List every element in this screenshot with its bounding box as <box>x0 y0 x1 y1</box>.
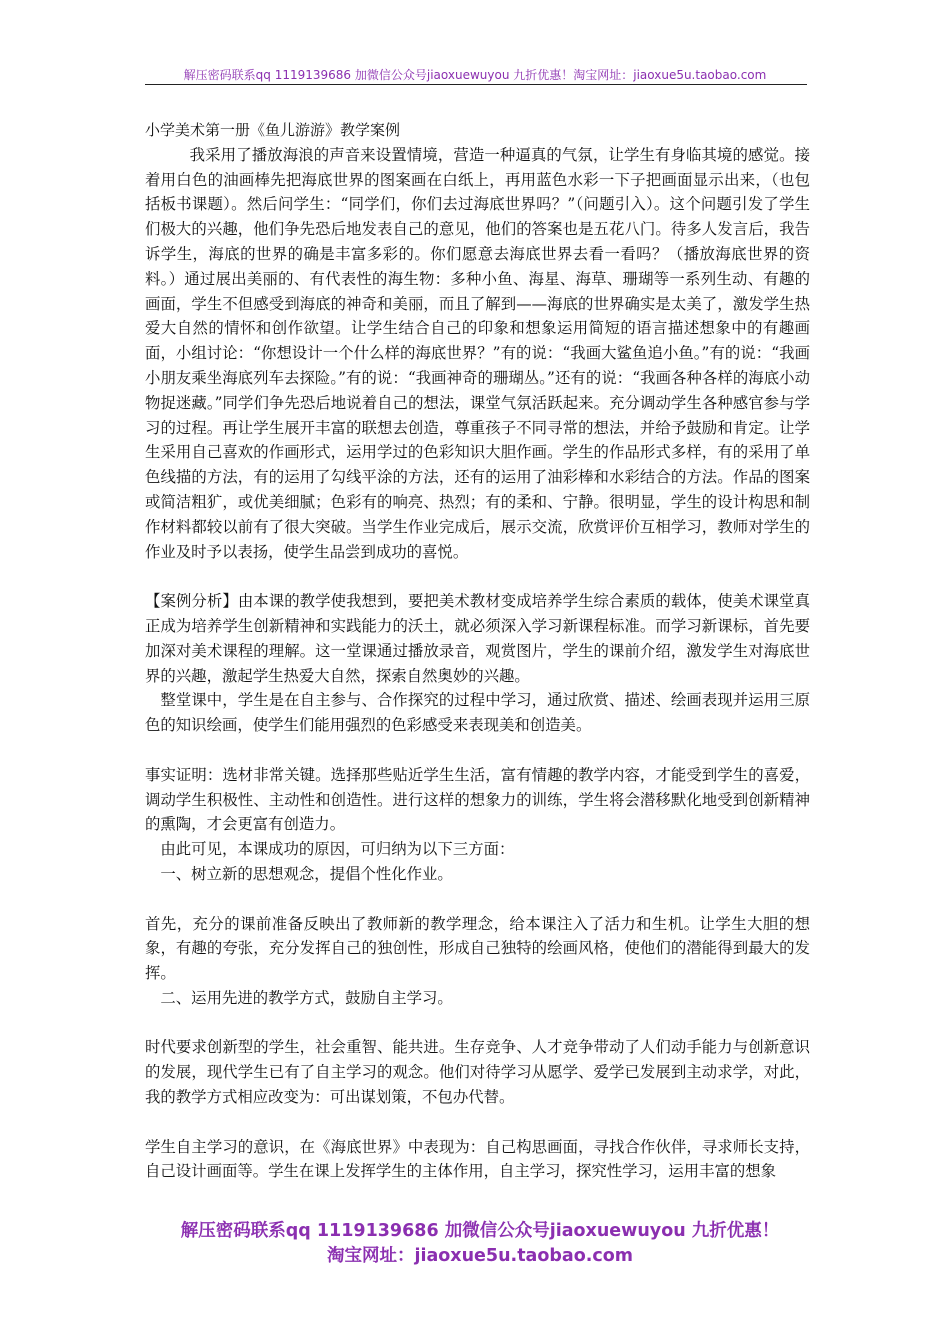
paragraph-lesson-narrative: 我采用了播放海浪的声音来设置情境，营造一种逼真的气氛，让学生有身临其境的感觉。接着用白色的油画棒先把海底世界的图案画在白纸上，再用蓝色水彩一下子把画面显示出来，（也包括板书课题）。然后问学生：“同学们，你们去过海底世界吗？”（问题引入）。这个问题引发了学生们极大的兴趣，他们争先恐后地发表自己的意见，他们的答案也是五花八门。待多人发言后，我告诉学生，海底的世界的确是丰富多彩的。你们愿意去海底世界去看一看吗？（播放海底世界的资料。）通过展出美丽的、有代表性的海生物：多种小鱼、海星、海草、珊瑚等一系列生动、有趣的画面，学生不但感受到海底的神奇和美丽，而且了解到——海底的世界确实是太美了，激发学生热爱大自然的情怀和创作欲望。让学生结合自己的印象和想象运用简短的语言描述想象中的有趣画面，小组讨论：“你想设计一个什么样的海底世界？”有的说：“我画大鲨鱼追小鱼。”有的说：“我画小朋友乘坐海底列车去探险。”有的说：“我画神奇的珊瑚丛。”还有的说：“我画各种各样的海底小动物捉迷藏。”同学们争先恐后地说着自己的想法，课堂气氛活跃起来。充分调动学生各种感官参与学习的过程。再让学生展开丰富的联想去创造，尊重孩子不同寻常的想法，并给予鼓励和肯定。让学生采用自己喜欢的作画形式，运用学过的色彩知识大胆作画。学生的作品形式多样，有的采用了单色线描的方法，有的运用了勾线平涂的方法，还有的运用了油彩棒和水彩结合的方法。作品的图案或简洁粗犷，或优美细腻；色彩有的响亮、热烈；有的柔和、宁静。很明显，学生的设计构思和制作材料都较以前有了很大突破。当学生作业完成后，展示交流，欣赏评价互相学习，教师对学生的作业及时予以表扬，使学生品尝到成功的喜悦。 <box>145 145 810 561</box>
paragraph-gap <box>145 738 810 763</box>
document-title: 小学美术第一册《鱼儿游游》教学案例 <box>145 121 401 139</box>
paragraph-first-point: 首先，充分的课前准备反映出了教师新的教学理念，给本课注入了活力和生机。让学生大胆的想象，有趣的夸张，充分发挥自己的独创性，形成自己独特的绘画风格，使他们的潜能得到最大的发挥。 <box>145 914 810 983</box>
section-heading-1: 一、树立新的思想观念，提倡个性化作业。 <box>160 864 453 883</box>
case-analysis-text: 由本课的教学使我想到，要把美术教材变成培养学生综合素质的载体，使美术课堂真正成为培养学生创新精神和实践能力的沃土，就必须深入学习新课程标准。而学习新课标，首先要加深对美术课程的理解。这一堂课通过播放录音，观赏图片，学生的课前介绍，激发学生对海底世界的兴趣，激起学生热爱大自然，探索自然奥妙的兴趣。 <box>145 592 810 685</box>
paragraph-gap <box>145 887 810 912</box>
footer-line-2: 淘宝网址：jiaoxue5u.taobao.com <box>326 1246 634 1266</box>
paragraph-gap <box>145 1110 810 1135</box>
page-header-watermark: 解压密码联系qq 1119139686 加微信公众号jiaoxuewuyou 九折优惠！淘宝网址：jiaoxue5u.taobao.com <box>183 68 767 82</box>
footer-line-1: 解压密码联系qq 1119139686 加微信公众号jiaoxuewuyou 九折优惠！ <box>180 1221 780 1241</box>
section-heading-2: 二、运用先进的教学方式，鼓励自主学习。 <box>160 988 453 1007</box>
header-divider <box>145 84 807 85</box>
paragraph-self-learning: 学生自主学习的意识，在《海底世界》中表现为：自己构思画面，寻找合作伙伴，寻求师长支持，自己设计画面等。学生在课上发挥学生的主体作用，自主学习，探究性学习，运用丰富的想象 <box>145 1137 810 1181</box>
paragraph-gap <box>145 1011 810 1036</box>
paragraph-conclusion-intro: 由此可见，本课成功的原因，可归纳为以下三方面： <box>160 840 515 859</box>
paragraph-case-analysis <box>145 589 810 688</box>
case-analysis-heading: 【案例分析】 <box>145 592 238 611</box>
page-footer-watermark <box>140 1219 820 1269</box>
paragraph-facts-prove: 事实证明：选材非常关键。选择那些贴近学生生活，富有情趣的教学内容，才能受到学生的喜爱，调动学生积极性、主动性和创造性。进行这样的想象力的训练，学生将会潜移默化地受到创新精神的熏陶，才会更富有创造力。 <box>145 765 810 834</box>
paragraph-era-demands: 时代要求创新型的学生，社会重智、能共进。生存竞争、人才竞争带动了人们动手能力与创新意识的发展，现代学生已有了自主学习的观念。他们对待学习从愿学、爱学已发展到主动求学，对此，我的教学方式相应改变为：可出谋划策，不包办代替。 <box>145 1038 810 1107</box>
paragraph-gap <box>145 564 810 589</box>
paragraph-whole-lesson: 整堂课中，学生是在自主参与、合作探究的过程中学习，通过欣赏、描述、绘画表现并运用三原色的知识绘画，使学生们能用强烈的色彩感受来表现美和创造美。 <box>145 691 810 735</box>
document-body <box>145 118 810 1184</box>
